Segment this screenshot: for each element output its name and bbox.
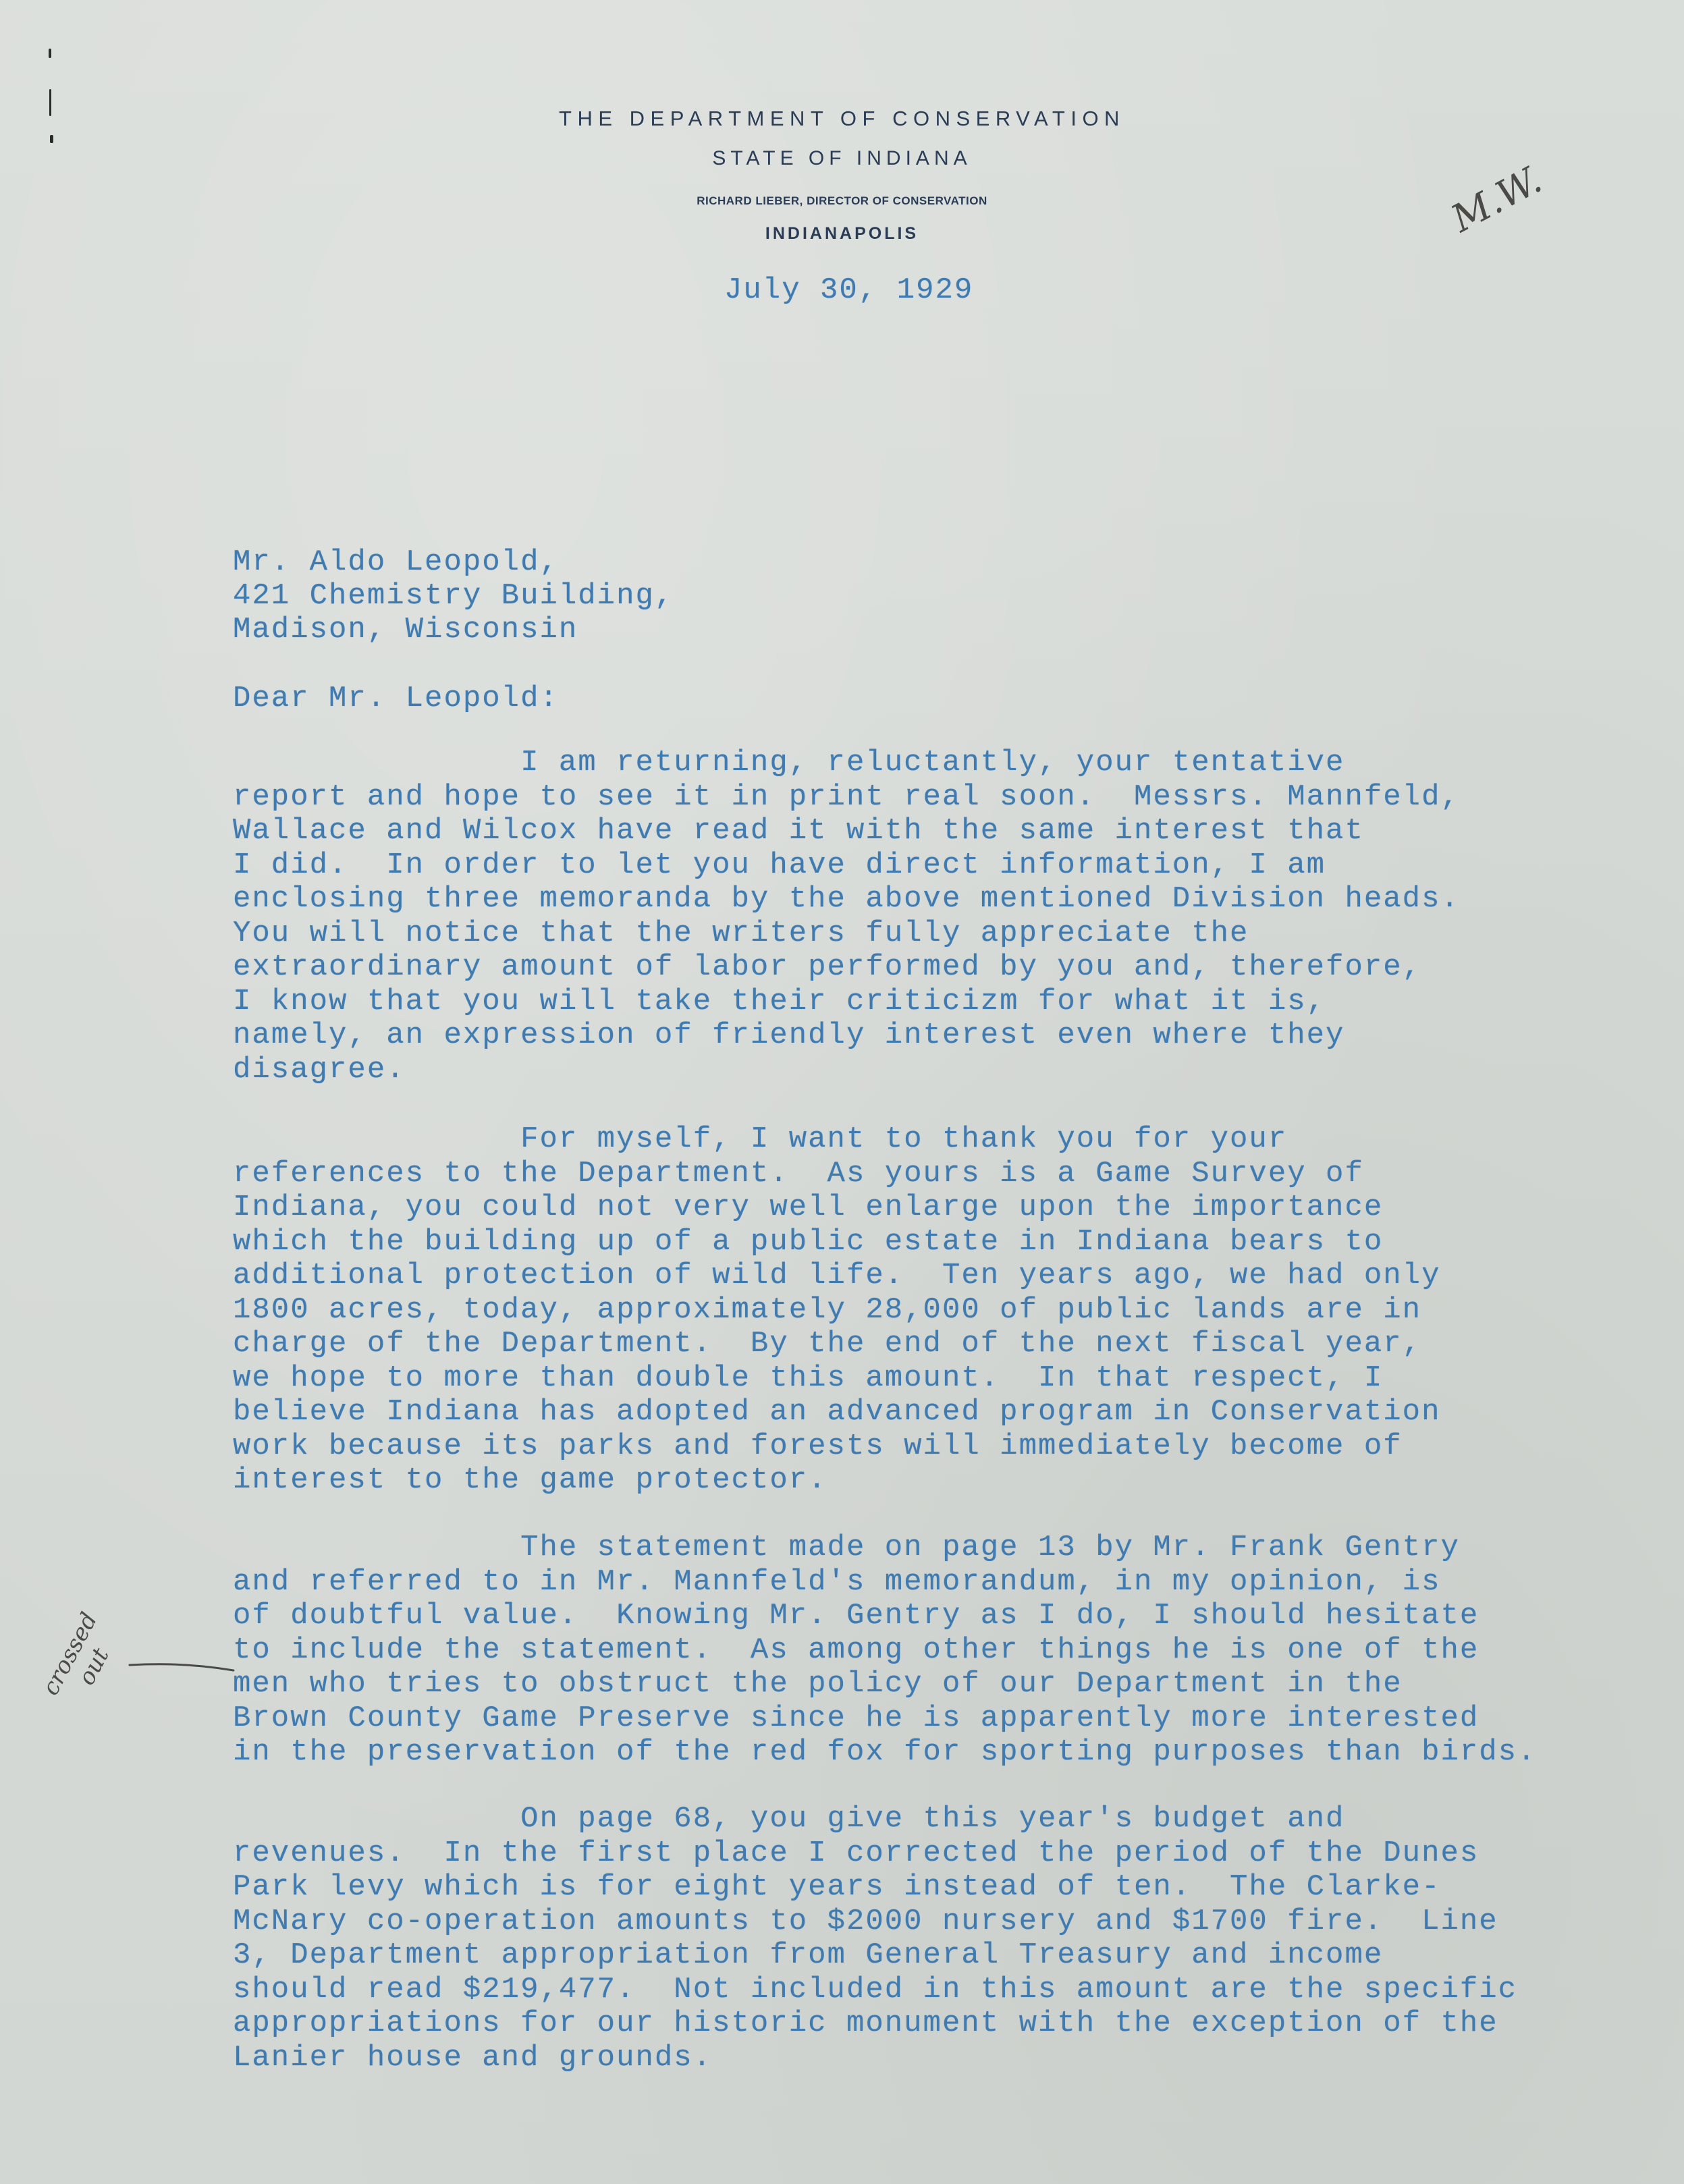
margin-mark bbox=[49, 49, 51, 58]
paragraph-line: You will notice that the writers fully appreciate the bbox=[233, 916, 1249, 950]
paragraph-line: I did. In order to let you have direct information, I am bbox=[233, 848, 1326, 882]
paragraph-line: report and hope to see it in print real soon. Messrs. Mannfeld, bbox=[233, 780, 1460, 814]
body-paragraph bbox=[233, 1122, 1664, 1498]
paragraph-line: For myself, I want to thank you for your bbox=[233, 1122, 1288, 1156]
paragraph-line: interest to the game protector. bbox=[233, 1463, 827, 1497]
paragraph-line: we hope to more than double this amount. In that respect, I bbox=[233, 1361, 1384, 1395]
paragraph-line: men who tries to obstruct the policy of our Department in the bbox=[233, 1667, 1403, 1701]
body-paragraph bbox=[233, 1531, 1664, 1770]
paragraph-line: references to the Department. As yours is a Game Survey of bbox=[233, 1156, 1364, 1191]
handwritten-arrow-line bbox=[128, 1657, 236, 1677]
paragraph-line: The statement made on page 13 by Mr. Frank Gentry bbox=[233, 1531, 1460, 1564]
letterhead-department: THE DEPARTMENT OF CONSERVATION bbox=[559, 107, 1125, 130]
paragraph-line: enclosing three memoranda by the above mentioned Division heads. bbox=[233, 882, 1460, 916]
paragraph-line: I am returning, reluctantly, your tentative bbox=[233, 746, 1345, 780]
body-paragraph bbox=[233, 746, 1664, 1087]
paragraph-line: disagree. bbox=[233, 1052, 406, 1087]
paragraph-line: Indiana, you could not very well enlarge upon the importance bbox=[233, 1191, 1384, 1224]
paragraph-line: revenues. In the first place I corrected the period of the Dunes bbox=[233, 1836, 1479, 1870]
salutation: Dear Mr. Leopold: bbox=[233, 682, 559, 715]
paragraph-line: I know that you will take their criticizm for what it is, bbox=[233, 984, 1326, 1018]
paragraph-line: in the preservation of the red fox for sporting purposes than birds. bbox=[233, 1735, 1537, 1769]
paragraph-line: 1800 acres, today, approximately 28,000 of public lands are in bbox=[233, 1292, 1422, 1327]
letterhead-state: STATE OF INDIANA bbox=[712, 147, 972, 169]
address-line: 421 Chemistry Building, bbox=[233, 579, 674, 613]
paragraph-line: namely, an expression of friendly interest even where they bbox=[233, 1018, 1345, 1052]
paragraph-line: Wallace and Wilcox have read it with the same interest that bbox=[233, 814, 1364, 848]
paragraph-line: of doubtful value. Knowing Mr. Gentry as I do, I should hesitate bbox=[233, 1599, 1479, 1633]
letter-date: July 30, 1929 bbox=[724, 273, 974, 307]
paragraph-line: work because its parks and forests will immediately become of bbox=[233, 1429, 1403, 1463]
letterhead-director: RICHARD LIEBER, DIRECTOR OF CONSERVATION bbox=[697, 194, 987, 207]
paragraph-line: charge of the Department. By the end of the next fiscal year, bbox=[233, 1327, 1422, 1361]
paragraph-line: and referred to in Mr. Mannfeld's memorandum, in my opinion, is bbox=[233, 1564, 1441, 1599]
paragraph-line: McNary co-operation amounts to $2000 nursery and $1700 fire. Line bbox=[233, 1904, 1498, 1938]
paragraph-line: Lanier house and grounds. bbox=[233, 2040, 713, 2075]
paragraph-line: extraordinary amount of labor performed by you and, therefore, bbox=[233, 950, 1422, 984]
paragraph-line: believe Indiana has adopted an advanced program in Conservation bbox=[233, 1395, 1441, 1429]
paragraph-line: to include the statement. As among other things he is one of the bbox=[233, 1633, 1479, 1667]
paragraph-line: additional protection of wild life. Ten years ago, we had only bbox=[233, 1259, 1441, 1292]
paragraph-line: Brown County Game Preserve since he is apparently more interested bbox=[233, 1701, 1479, 1735]
address-line: Mr. Aldo Leopold, bbox=[233, 545, 559, 579]
paragraph-line: On page 68, you give this year's budget and bbox=[233, 1802, 1345, 1836]
handwritten-initial: M.W. bbox=[1444, 157, 1549, 242]
paragraph-line: 3, Department appropriation from General Treasury and income bbox=[233, 1938, 1384, 1972]
paragraph-line: should read $219,477. Not included in this amount are the specific bbox=[233, 1972, 1518, 2006]
margin-mark bbox=[50, 135, 53, 143]
handwritten-margin-note: crossed out bbox=[36, 1608, 115, 1700]
paragraph-line: which the building up of a public estate in Indiana bears to bbox=[233, 1224, 1384, 1259]
letterhead-city: INDIANAPOLIS bbox=[765, 224, 919, 243]
address-line: Madison, Wisconsin bbox=[233, 613, 578, 647]
body-paragraph bbox=[233, 1802, 1664, 2075]
paragraph-line: Park levy which is for eight years instead of ten. The Clarke- bbox=[233, 1870, 1441, 1904]
paragraph-line: appropriations for our historic monument with the exception of the bbox=[233, 2006, 1498, 2040]
